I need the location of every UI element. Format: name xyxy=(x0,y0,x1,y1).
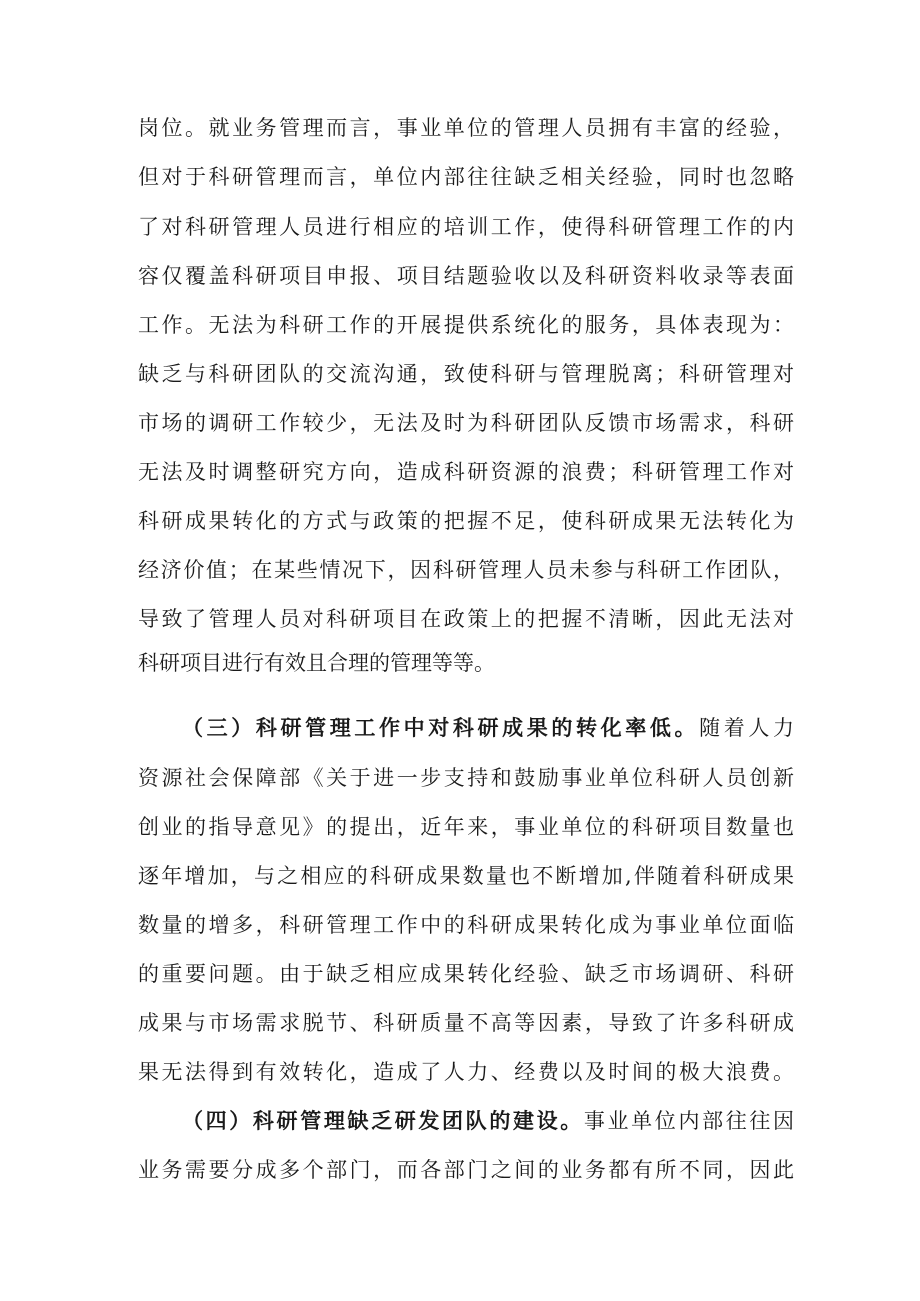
text-line xyxy=(182,708,794,748)
text-line: 科研成果转化的方式与政策的把握不足，使科研成果无法转化为 xyxy=(138,509,794,533)
text-line: 无法及时调整研究方向，造成科研资源的浪费；科研管理工作对 xyxy=(138,460,794,484)
text-line: 果无法得到有效转化，造成了人力、经费以及时间的极大浪费。 xyxy=(138,1060,794,1084)
text-line: 数量的增多，科研管理工作中的科研成果转化成为事业单位面临 xyxy=(138,913,794,937)
text-line: 导致了管理人员对科研项目在政策上的把握不清晰，因此无法对 xyxy=(138,607,794,631)
text-line: 缺乏与科研团队的交流沟通，致使科研与管理脱离；科研管理对 xyxy=(138,362,794,386)
text-line: 业务需要分成多个部门，而各部门之间的业务都有所不同，因此 xyxy=(138,1158,794,1182)
text-line: 岗位。就业务管理而言，事业单位的管理人员拥有丰富的经验， xyxy=(138,116,794,140)
heading-continuation: 随着人力 xyxy=(699,716,794,740)
text-line: 科研项目进行有效且合理的管理等等。 xyxy=(138,651,495,675)
text-line: 容仅覆盖科研项目申报、项目结题验收以及科研资料收录等表面 xyxy=(138,264,794,288)
text-line: 成果与市场需求脱节、科研质量不高等因素，导致了许多科研成 xyxy=(138,1011,794,1035)
text-line: 资源社会保障部《关于进一步支持和鼓励事业单位科研人员创新 xyxy=(138,766,794,790)
text-line xyxy=(182,1101,794,1141)
heading-continuation: 事业单位内部往往因 xyxy=(583,1109,795,1133)
text-line: 经济价值；在某些情况下，因科研管理人员未参与科研工作团队， xyxy=(138,558,794,582)
section-heading: （三）科研管理工作中对科研成果的转化率低。 xyxy=(182,715,700,740)
text-line: 了对科研管理人员进行相应的培训工作，使得科研管理工作的内 xyxy=(138,215,794,239)
section-heading: （四）科研管理缺乏研发团队的建设。 xyxy=(182,1108,584,1133)
text-line: 的重要问题。由于缺乏相应成果转化经验、缺乏市场调研、科研 xyxy=(138,962,794,986)
text-line: 市场的调研工作较少，无法及时为科研团队反馈市场需求，科研 xyxy=(138,411,794,435)
text-line: 工作。无法为科研工作的开展提供系统化的服务，具体表现为： xyxy=(138,313,794,337)
text-line: 创业的指导意见》的提出，近年来，事业单位的科研项目数量也 xyxy=(138,815,794,839)
text-line: 但对于科研管理而言，单位内部往往缺乏相关经验，同时也忽略 xyxy=(138,165,794,189)
text-line: 逐年增加，与之相应的科研成果数量也不断增加,伴随着科研成果 xyxy=(138,864,794,888)
